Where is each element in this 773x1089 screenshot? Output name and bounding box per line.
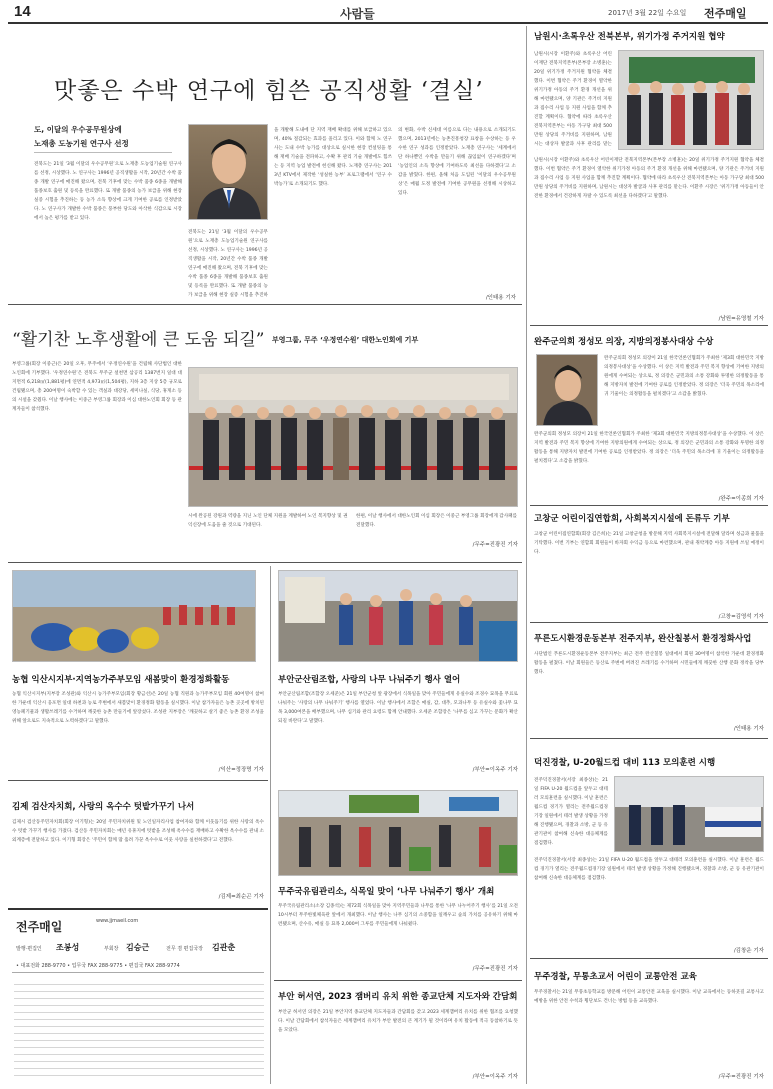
r1-rule [530, 325, 768, 326]
r6-body: 무주경찰서는 21일 무풍초등학교를 방문해 어린이 교통안전 교육을 실시했다. 이날 교육에서는 등하굣길 교통사고 예방을 위한 안전 수칙과 횡단보도 건너는 방법 등을 교육했다. [534, 990, 764, 1004]
ceremony-graphic [189, 368, 518, 507]
r3-headline: 고창군 어린이집연합회, 사회복지시설에 돈류두 기부 [534, 514, 730, 524]
editor-name: 김관춘 [212, 943, 236, 952]
subhead-rule [34, 152, 172, 153]
main-headline: 맛좋은 수박 연구에 힘쓴 공직생활 ‘결실’ [54, 78, 484, 104]
r4-rule [530, 738, 768, 739]
r2-headshot [536, 354, 598, 426]
senior-caption-1: 시에 완공된 강원과 역량을 지닌 노인 단체 지원을 계발하여 노인 복지향상 및 권익신장에 도움을 줄 것으로 기대된다. [188, 514, 348, 528]
kimje-byline: /김제=최순곤 기자 [218, 894, 264, 900]
lower-column-divider [270, 566, 271, 1084]
muju-forest-headline: 무주국유림관리소, 식목일 맞이 ‘나무 나눠주기 행사’ 개최 [278, 887, 495, 897]
r1-body: 남원시(시장 이환주)와 초록우산 어린이재단 전북지역본부(본부장 소병훈)는 20일 위기가정 주거지원 협약을 체결했다. 이번 협약은 주거 환경이 열악한 위기가정 아동의 주거 환경 개선을 위해 마련됐으며, 양 기관은 주거비 지원과 집수리 사업 등 지원 사업을 함께 추진할 계획이다. 협약에 따라 초록우산 전북지역본부는 아동 가구당 최대 500만원 상당의 주거비를 지원하며, 남원시는 대상자 발굴과 사후 관리를 맡는다. 이환주 시장은 ‘위기가정 아동들이 안전한 환경에서 건강하게 자랄 수 있도록 최선을 다하겠다’고 말했다. [534, 158, 764, 199]
farm-body: 농협 익산시지부(지부장 조성관)와 익산시 농가주부모임(회장 황금선)은 20일 농협 직원과 농가주부모임 회원 40여명이 참여한 가운데 익산시 웅포면 일대 하천과 농로 주변에서 새봄맞이 환경정화 활동을 실시했다. 이날 참가자들은 농촌 곳곳에 방치된 영농폐기물과 생활쓰레기를 수거하며 깨끗한 농촌 만들기에 앞장섰다. 조성관 지부장은 ‘깨끗하고 살기 좋은 농촌 환경 조성을 위해 앞으로도 지속적으로 노력하겠다’고 말했다. [12, 692, 264, 724]
r5-body: 전주덕진경찰서(서장 최종상)는 21일 FIFA U-20 월드컵을 앞두고 대테러 모의훈련을 실시했다. 이날 훈련은 월드컵 경기가 열리는 전주월드컵경기장 일원에서 테러 발생 상황을 가정해 진행됐으며, 경찰과 소방, 군 등 유관기관이 참여해 신속한 대응체계를 점검했다. [534, 858, 764, 881]
r2-portrait-graphic [537, 355, 598, 426]
farm-headline: 농협 익산시지부·지역농가주부모임 새봄맞이 환경정화활동 [12, 675, 230, 685]
senior-body: 부영그룹(회장 이중근)은 20일 오후, 무주에서 ‘우정연수원’을 건립해 사단법인 대한노인회에 기부했다. ‘우정연수원’은 전북도 무주군 설천면 삼공리 1387번지 일대 대지면적 6,218㎡(1,881평)에 연면적 4,973㎡(1,504평), 지하 3층 지상 5층 규모로 건립됐으며, 총 200여명이 숙박할 수 있는 객실과 대강당, 세미나실, 식당, 휴게소 등의 시설을 갖췄다. 이날 행사에는 이중근 부영그룹 회장과 이심 대한노인회 회장 등 관계자들이 참석했다. [12, 362, 182, 412]
kimje-headline: 김제 검산자치회, 사랑의 옥수수 텃밭가꾸기 나서 [12, 802, 195, 812]
r5-byline: /김창운 기자 [733, 948, 764, 954]
r2-byline: /완주=이종희 기자 [718, 496, 764, 502]
masthead-contact: • 대표전화 288-9770 • 업무국 FAX 288-9775 • 편집국 FAX 288-9774 [16, 963, 180, 969]
main-body-photo-col: 전북도는 21일 ‘3월 이달의 우수공무원’으로 노재총 도농업기술원 연구사를 선정, 시상했다. 노 연구사는 1996년 공직생활을 시작, 20년간 수박 품종 개발 연구에 매진해 왔으며, 전북 기후에 맞는 수박 품종 6종을 개발해 품종보호 출원 및 등록을 완료했다. 또 개발 품종의 농가 보급을 위해 현장 실증 시험을 추진하 [188, 230, 268, 298]
r2-body: 완주군의회 정성모 의장이 21일 한국언론인협회가 주최한 ‘제3회 대한민국 지방의정봉사대상’을 수상했다. 이 상은 지역 발전과 주민 복지 향상에 기여한 지방의원에게 수여되는 상으로, 정 의장은 군민과의 소통 강화와 투명한 의정활동을 통해 지방자치 발전에 기여한 공로를 인정받았다. 정 의장은 ‘더욱 주민의 목소리에 귀 기울이는 의정활동을 펼치겠다’고 소감을 밝혔다. [534, 432, 764, 464]
main-subhead-2: 노재총 도농기원 연구사 선정 [34, 139, 129, 148]
farm-byline: /익산=정장명 기자 [218, 767, 264, 773]
publisher-label: 발행·편집인 [16, 946, 42, 952]
headshot-photo [188, 124, 268, 220]
main-body-col-1: 전북도는 21일 ‘3월 이달의 우수공무원’으로 노재총 도농업기술원 연구사를 선정, 시상했다. 노 연구사는 1996년 공직생활을 시작, 20년간 수박 품종 개발 연구에 매진해 왔으며, 전북 기후에 맞는 수박 품종 6종을 개발해 품종보호 출원 및 등록을 완료했다. 또 개발 품종의 농가 보급을 위해 현장 실증 시험을 추진하는 등 농가 소득 향상에 크게 기여한 공로를 인정받았다. 노 연구사가 개발한 수박 품종은 풍부한 당도와 아삭한 식감으로 시장에서 높은 평가를 받고 있다. [34, 162, 182, 221]
r5-rule [530, 958, 768, 959]
header-rule [8, 22, 768, 24]
r2-rule [530, 505, 768, 506]
r1-graphic [619, 51, 764, 150]
publisher-name: 조봉성 [56, 943, 80, 952]
tree-sale-photo [278, 570, 518, 662]
buan-forest-headline: 부안군산림조합, 사랑의 나무 나눠주기 행사 열어 [278, 675, 461, 685]
r5-graphic [615, 777, 764, 852]
r1-byline: /남원=유영철 기자 [718, 316, 764, 322]
main-bottom-rule [8, 304, 522, 305]
cleanup-photo [12, 570, 256, 662]
senior-subhead: 부영그룹, 무주 ‘우정연수원’ 대한노인회에 기부 [272, 336, 419, 344]
buan-meet-byline: /부안=이옥주 기자 [472, 1074, 518, 1080]
buan-meet-headline: 부안 허서연, 2023 잼버리 유치 위한 종교단체 지도자와 간담회 [278, 992, 518, 1002]
main-body-col-3: 의 변화, 수박 신세대 이름으로 다는 내용으로 소개되기도 했으며, 2013년에는 농촌진흥청장 표창을 수상하는 등 우수한 연구 성과를 인정받았다. 노재총 연구사는 ‘세계에서 단 하나뿐인 수박을 만들기 위해 끊임없이 연구하겠다’며 ‘농업인의 소득 향상에 기여하도록 최선을 다하겠다’고 소감을 밝혔다. 한편, 올해 처음 도입된 ‘이달의 우수공무원상’은 매월 도정 발전에 기여한 공무원을 선정해 시상하고 있다. [398, 128, 516, 196]
masthead-rule [8, 908, 268, 910]
r5-headline: 덕진경찰, U-20월드컵 대비 113 모의훈련 시행 [534, 758, 716, 768]
r3-body: 고창군 어린이집연합회(회장 김은희)는 21일 고창군청을 방문해 지역 사회복지시설에 전달해 달라며 성금과 물품을 기탁했다. 이번 기부는 연합회 회원들이 바자회 수익금 등으로 마련했으며, 관내 취약계층 아동 지원에 쓰일 예정이다. [534, 532, 764, 555]
issue-date: 2017년 3월 22일 수요일 [608, 9, 687, 17]
r3-rule [530, 622, 768, 623]
r1-body-top: 남원시(시장 이환주)와 초록우산 어린이재단 전북지역본부(본부장 소병훈)는 20일 위기가정 주거지원 협약을 체결했다. 이번 협약은 주거 환경이 열악한 위기가정 아동의 주거 환경 개선을 위해 마련됐으며, 양 기관은 주거비 지원과 집수리 사업 등 지원 사업을 함께 추진할 계획이다. 협약에 따라 초록우산 전북지역본부는 아동 가구당 최대 500만원 상당의 주거비를 지원하며, 남원시는 대상자 발굴과 사후 관리를 맡는 [534, 52, 612, 147]
r6-byline: /무주=진광진 기자 [718, 1074, 764, 1080]
r2-headline: 완주군의회 정성모 의장, 지방의정봉사대상 수상 [534, 337, 714, 347]
senior-byline: /무주=진광진 기자 [472, 542, 518, 548]
editor-label: 전무 겸 편집국장 [166, 946, 203, 952]
r4-body: 사단법인 푸른도시환경운동본부 전주지부는 최근 전주 완산칠봉 일대에서 회원 30여명이 참석한 가운데 환경정화 활동을 펼쳤다. 이날 회원들은 등산로 주변에 버려진 쓰레기를 수거하며 시민들에게 깨끗한 산행 문화 정착을 당부했다. [534, 652, 764, 675]
main-byline: /인태용 기자 [485, 295, 516, 301]
main-body-col-2: 을 개발해 도내에 단 지역 재배 확대를 위해 보급하고 있으며, 40% 절감되는 효과를 올리고 있다. 이와 함께 노 연구사는 도내 수박 농가를 대상으로 실시한 현장 컨설팅을 통해 재배 기술을 전파하고, 수확 후 관리 기술 개발에도 힘쓰는 등 지역 농업 발전에 헌신해 왔다. 노재총 연구사는 2013년 KTV에서 제작한 ‘성실한 농부’ 프로그램에서 ‘연구 수박농가’로 소개되기도 했다. [274, 128, 392, 187]
senior-caption-2: 한편, 이날 행사에서 대한노인회 이심 회장은 이중근 부영그룹 회장에게 감사패를 전달했다. [356, 514, 518, 528]
r3-byline: /고창=김영석 기자 [718, 614, 764, 620]
tree-giveaway-graphic [279, 791, 518, 876]
buan-forest-byline: /부안=이옥주 기자 [472, 767, 518, 773]
r1-headline: 남원시·초록우산 전북본부, 위기가정 주거지원 협약 [534, 32, 725, 42]
vice-name: 김승근 [126, 943, 150, 952]
r1-photo [618, 50, 764, 150]
tree-giveaway-photo [278, 790, 518, 876]
senior-bottom-rule [8, 562, 522, 563]
buan-forest-body: 부안군산림조합(조합장 오세준)은 21일 부안군청 앞 광장에서 식목일을 맞아 주민들에게 유실수와 조경수 묘목을 무료로 나눠주는 ‘사랑의 나무 나눠주기’ 행사를 열었다. 이날 행사에서 조합은 매실, 감, 대추, 모과나무 등 유실수와 꽃나무 묘목 3,000여본을 배부했으며, 나무 심기와 관리 요령도 함께 안내했다. 오세준 조합장은 ‘나무를 심고 가꾸는 문화가 확산되길 바란다’고 말했다. [278, 692, 518, 724]
masthead-url: www.jjmaeil.com [96, 918, 139, 924]
r2-body-top: 완주군의회 정성모 의장이 21일 한국언론인협회가 주최한 ‘제3회 대한민국 지방의정봉사대상’을 수상했다. 이 상은 지역 발전과 주민 복지 향상에 기여한 지방의원에게 수여되는 상으로, 정 의장은 군민과의 소통 강화와 투명한 의정활동을 통해 지방자치 발전에 기여한 공로를 인정받았다. 정 의장은 ‘더욱 주민의 목소리에 귀 기울이는 의정활동을 펼치겠다’고 소감을 밝혔다. [604, 356, 764, 397]
r4-headline: 푸른도시환경운동본부 전주지부, 완산칠봉서 환경정화사업 [534, 634, 752, 644]
masthead-brand: 전주매일 [16, 920, 63, 934]
portrait-graphic [189, 125, 268, 220]
cleanup-graphic [13, 571, 256, 662]
column-divider [526, 26, 527, 1084]
r5-photo [614, 776, 764, 852]
page-number: 14 [14, 3, 31, 20]
tree-sale-graphic [279, 571, 518, 662]
kimje-body: 김제시 검산동주민자치회(회장 이기형)는 20일 주민자치위원 및 노인일자리사업 참여자와 함께 이웃돕기를 위한 사랑의 옥수수 텃밭 가꾸기 행사를 가졌다. 검산동 주민자치회는 매년 유휴지에 텃밭을 조성해 옥수수를 재배하고 수확한 옥수수를 관내 소외계층에 전달하고 있다. 이기형 회장은 ‘주민이 함께 땀 흘려 가꾼 옥수수로 이웃 사랑을 실천하겠다’고 전했다. [12, 820, 264, 843]
r6-headline: 무주경찰, 무통초교서 어린이 교통안전 교육 [534, 972, 697, 982]
middle-rule [274, 980, 522, 981]
section-title: 사람들 [340, 7, 375, 21]
muju-forest-body: 무주국유림관리소(소장 김종석)는 제72회 식목일을 맞아 지역주민들과 나무를 통한 ‘나무 나누어주기 행사’를 21일 오전 10시부터 무주한빛체육관 앞에서 개최했다. 이날 행사는 나무 심기의 소중함을 일깨우고 숲의 가치를 공유하기 위해 마련됐으며, 산수유, 매실 등 묘목 2,000여 그루를 주민들에게 나눠줬다. [278, 904, 518, 927]
muju-forest-byline: /무주=진광진 기자 [472, 966, 518, 972]
ceremony-photo [188, 367, 518, 507]
main-subhead-1: 도, 이달의 우수공무원상에 [34, 125, 122, 134]
masthead-inner-rule [12, 972, 264, 973]
r5-body-top: 전주덕진경찰서(서장 최종상)는 21일 FIFA U-20 월드컵을 앞두고 대테러 모의훈련을 실시했다. 이날 훈련은 월드컵 경기가 열리는 전주월드컵경기장 일원에서 테러 발생 상황을 가정해 진행됐으며, 경찰과 소방, 군 등 유관기관이 참여해 신속한 대응체계를 점검했다. [534, 778, 608, 846]
masthead-directory [14, 978, 264, 1078]
buan-meet-body: 부안군 허서연 의장은 21일 부안지역 종교단체 지도자들과 간담회를 갖고 2023 세계잼버리 유치를 위한 협조를 요청했다. 이날 간담회에서 참석자들은 세계잼버리 유치가 부안 발전의 큰 계기가 될 것이라며 유치 활동에 적극 동참하기로 뜻을 모았다. [278, 1010, 518, 1033]
header-brand: 전주매일 [704, 7, 747, 20]
r4-byline: /인태용 기자 [733, 726, 764, 732]
vice-label: 부회장 [104, 946, 119, 952]
farm-bottom-rule [8, 780, 268, 781]
senior-headline: “활기찬 노후생활에 큰 도움 되길” [12, 330, 265, 350]
